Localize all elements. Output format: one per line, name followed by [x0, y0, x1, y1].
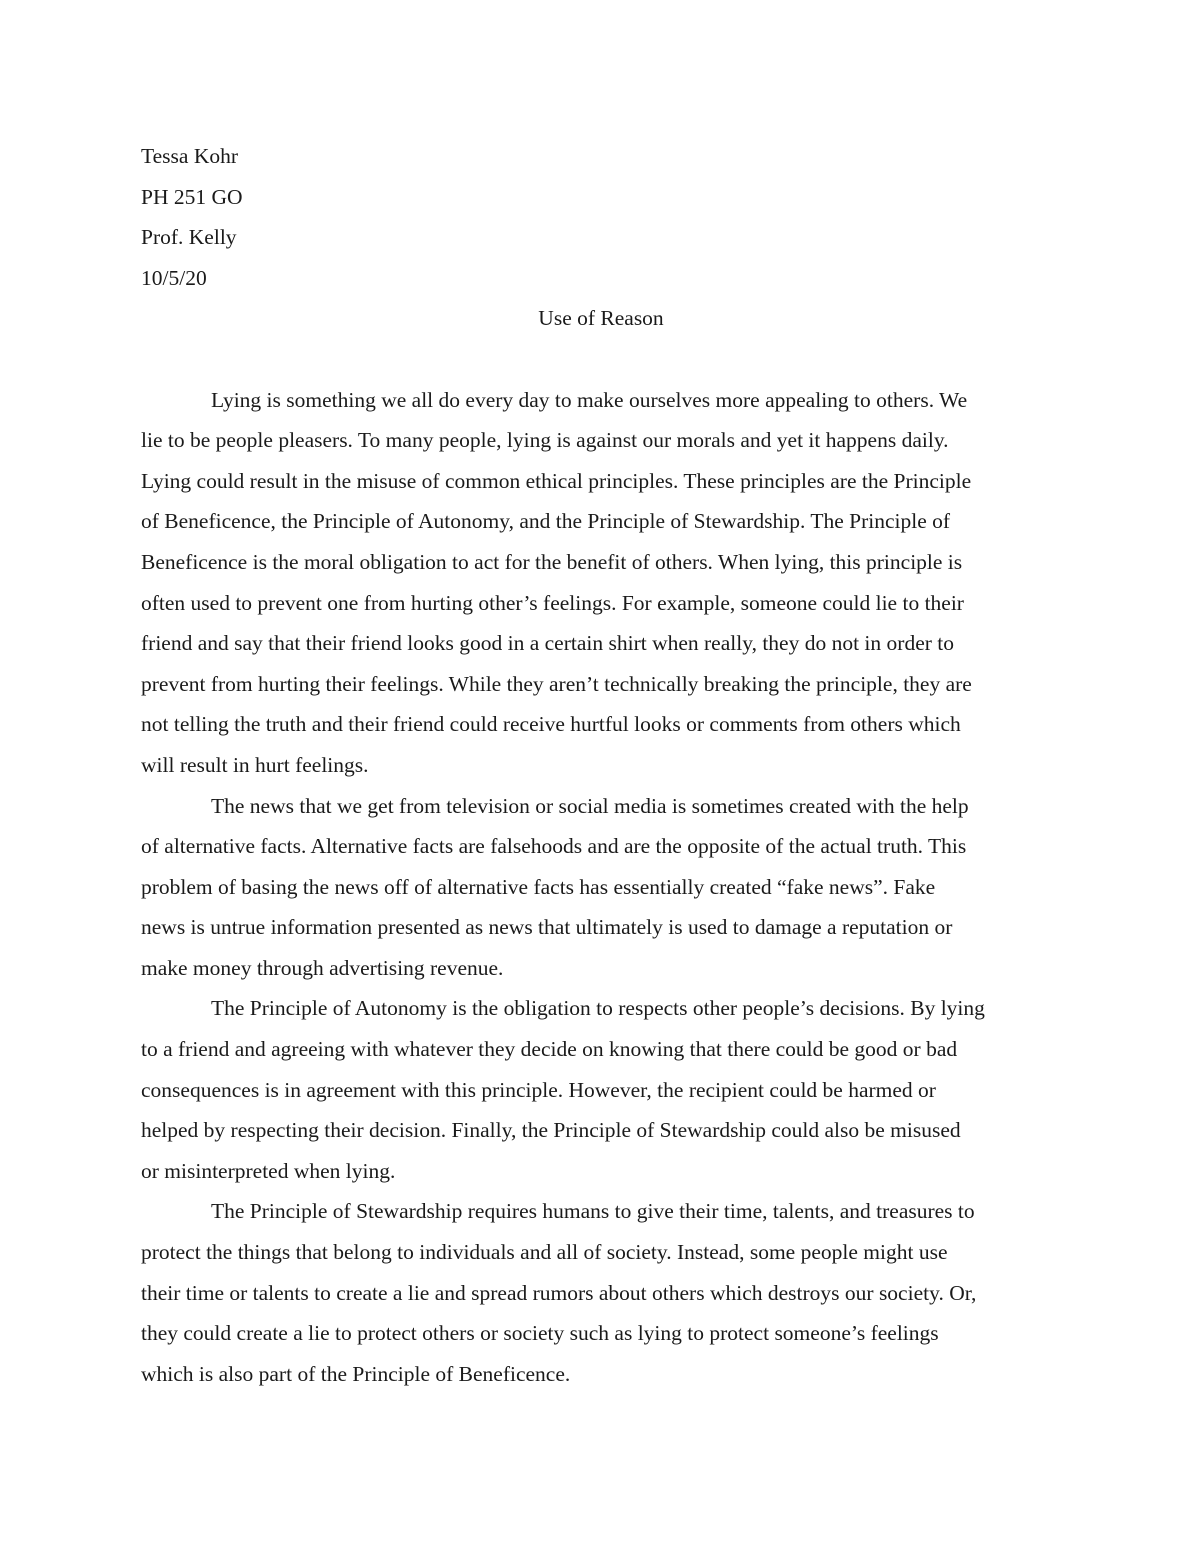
paragraph-line: consequences is in agreement with this principle. However, the recipient could be harmed or — [141, 1077, 936, 1102]
paragraph-line: The Principle of Autonomy is the obligation to respects other people’s decisions. By lying — [211, 996, 985, 1021]
paragraph-line: or misinterpreted when lying. — [141, 1158, 396, 1183]
paragraph-line: prevent from hurting their feelings. While they aren’t technically breaking the principle, they are — [141, 671, 972, 696]
paragraph-line: make money through advertising revenue. — [141, 955, 504, 980]
paragraph-3 — [141, 988, 1061, 1191]
paragraph-line: of alternative facts. Alternative facts are falsehoods and are the opposite of the actual truth. This — [141, 834, 967, 859]
document-title: Use of Reason — [538, 306, 664, 331]
paragraph-line: not telling the truth and their friend could receive hurtful looks or comments from others which — [141, 712, 961, 737]
paragraph-line: their time or talents to create a lie and spread rumors about others which destroys our society. Or, — [141, 1280, 977, 1305]
document-body — [141, 136, 1061, 1394]
paragraph-4 — [141, 1191, 1061, 1394]
paragraph-line: problem of basing the news off of alternative facts has essentially created “fake news”. Fake — [141, 874, 936, 899]
paragraph-line: which is also part of the Principle of Beneficence. — [141, 1361, 571, 1386]
professor-name: Prof. Kelly — [141, 225, 237, 250]
paragraph-line: of Beneficence, the Principle of Autonomy, and the Principle of Stewardship. The Principle of — [141, 509, 951, 534]
paragraph-line: The Principle of Stewardship requires humans to give their time, talents, and treasures to — [211, 1199, 975, 1224]
paragraph-1 — [141, 380, 1061, 786]
paragraph-line: will result in hurt feelings. — [141, 752, 369, 777]
author-name: Tessa Kohr — [141, 144, 239, 168]
paragraph-2 — [141, 786, 1061, 989]
paragraph-line: Lying could result in the misuse of common ethical principles. These principles are the Principle — [141, 468, 972, 493]
paragraph-line: Lying is something we all do every day to make ourselves more appealing to others. We — [211, 387, 968, 412]
title-spacer — [141, 339, 1061, 380]
paragraph-line: lie to be people pleasers. To many people, lying is against our morals and yet it happens daily. — [141, 428, 949, 453]
document-date: 10/5/20 — [141, 265, 207, 290]
paragraph-line: The news that we get from television or social media is sometimes created with the help — [211, 793, 969, 818]
paragraph-line: protect the things that belong to individuals and all of society. Instead, some people might use — [141, 1240, 948, 1265]
paragraph-line: helped by respecting their decision. Finally, the Principle of Stewardship could also be misused — [141, 1118, 961, 1143]
paragraph-line: news is untrue information presented as news that ultimately is used to damage a reputation or — [141, 915, 953, 940]
paragraph-line: friend and say that their friend looks good in a certain shirt when really, they do not in order to — [141, 631, 954, 656]
paragraph-line: to a friend and agreeing with whatever they decide on knowing that there could be good or bad — [141, 1037, 958, 1062]
paragraph-line: they could create a lie to protect others or society such as lying to protect someone’s feelings — [141, 1321, 939, 1346]
paragraph-line: often used to prevent one from hurting other’s feelings. For example, someone could lie to their — [141, 590, 964, 615]
paragraph-line: Beneficence is the moral obligation to act for the benefit of others. When lying, this principle is — [141, 549, 963, 574]
course-code: PH 251 GO — [141, 184, 243, 209]
